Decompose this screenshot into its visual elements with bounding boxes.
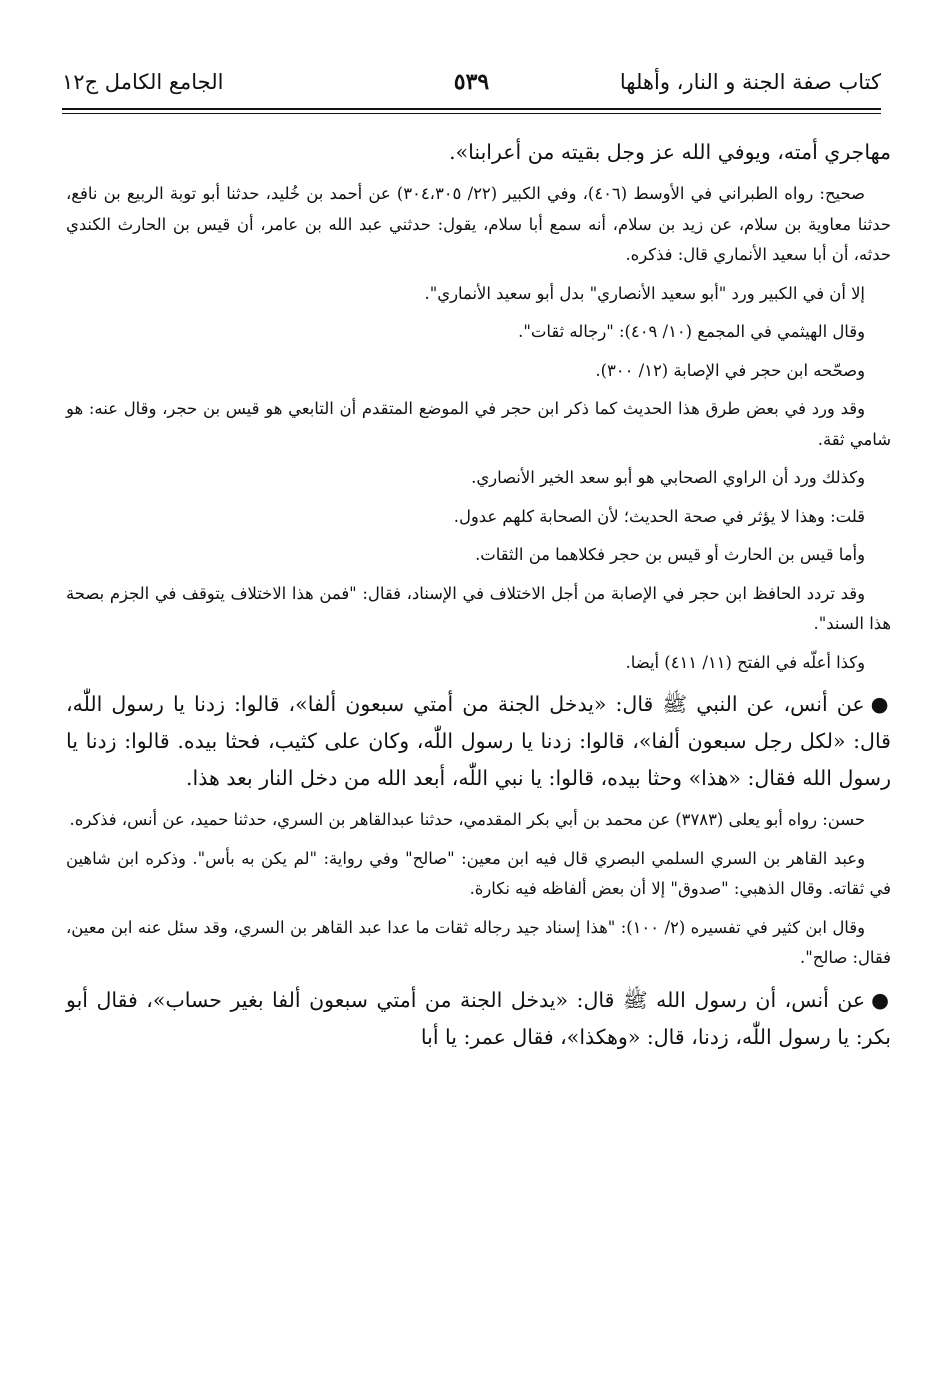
takhrij-note: صحيح: رواه الطبراني في الأوسط (٤٠٦)، وفي الكبير (٢٢/ ٣٠٤،٣٠٥) عن أحمد بن خُليد، حدثنا أبو توبة الربيع بن نافع، حدثنا معاوية بن سلام، عن زيد بن سلام، أنه سمع أبا سلام، يقول: حدثني عبد الله بن عامر، أن قيس بن الحارث الكندي حدثه، أن أبا سعيد الأنماري قال: فذكره. [66, 184, 891, 264]
bullet-icon: ● [871, 987, 892, 1012]
header-book-title: الجامع الكامل ج١٢ [62, 70, 224, 94]
takhrij-note: قلت: وهذا لا يؤثر في صحة الحديث؛ لأن الصحابة كلهم عدول. [453, 506, 865, 526]
takhrij-note: وقال ابن كثير في تفسيره (٢/ ١٠٠): "هذا إسناد جيد رجاله ثقات ما عدا عبد القاهر بن السري، وقد سئل عنه ابن معين، فقال: صالح". [66, 917, 891, 967]
takhrij-note: حسن: رواه أبو يعلى (٣٧٨٣) عن محمد بن أبي بكر المقدمي، حدثنا عبدالقاهر بن السري، حدثنا حميد، عن أنس، فذكره. [69, 810, 865, 829]
takhrij-note: وقد تردد الحافظ ابن حجر في الإصابة من أجل الاختلاف في الإسناد، فقال: "فمن هذا الاختلاف يتوقف في الجزم بصحة هذا السند". [66, 583, 891, 633]
takhrij-note: إلا أن في الكبير ورد "أبو سعيد الأنصاري" بدل أبو سعيد الأنماري". [424, 283, 865, 303]
takhrij-note: وقد ورد في بعض طرق هذا الحديث كما ذكر ابن حجر في الموضع المتقدم أن التابعي هو قيس بن حجر، وقال عنه: هو شامي ثقة. [66, 399, 891, 449]
takhrij-note: وصحّحه ابن حجر في الإصابة (١٢/ ٣٠٠). [595, 360, 865, 380]
bullet-icon: ● [870, 692, 891, 716]
takhrij-note: وكذا أعلّه في الفتح (١١/ ٤١١) أيضا. [625, 652, 865, 672]
running-header [62, 60, 881, 104]
header-rule-thin [62, 113, 881, 114]
header-rule-thick [62, 108, 881, 110]
takhrij-note: وقال الهيثمي في المجمع (١٠/ ٤٠٩): "رجاله ثقات". [518, 322, 865, 341]
hadith-continuation: مهاجري أمته، ويوفي الله عز وجل بقيته من أعرابنا». [449, 140, 891, 164]
takhrij-note: وكذلك ورد أن الراوي الصحابي هو أبو سعد الخير الأنصاري. [471, 468, 865, 487]
hadith-text: ●عن أنس، عن النبي ﷺ قال: «يدخل الجنة من أمتي سبعون ألفا»، قالوا: زدنا يا رسول اللّٰه، قال: «لكل رجل سبعون ألفا»، قالوا: زدنا يا رسول اللّٰه، وكان على كثيب، فحثا بيده. قالوا: زدنا يا رسول الله فقال: «هذا» وحثا بيده، قالوا: يا نبي اللّٰه، أبعد الله من دخل النار بعد هذا. [66, 692, 891, 790]
hadith-text: ●عن أنس، أن رسول الله ﷺ قال: «يدخل الجنة من أمتي سبعون ألفا بغير حساب»، فقال أبو بكر: يا رسول اللّٰه، زدنا، قال: «وهكذا»، فقال عمر: يا أبا [66, 987, 892, 1049]
page-number: ٥٣٩ [453, 69, 490, 95]
header-book-section: كتاب صفة الجنة و النار، وأهلها [619, 70, 881, 94]
takhrij-note: وعبد القاهر بن السري السلمي البصري قال فيه ابن معين: "صالح" وفي رواية: "لم يكن به بأس". وذكره ابن شاهين في ثقاته. وقال الذهبي: "صدوق" إلا أن بعض ألفاظه فيه نكارة. [66, 848, 891, 898]
takhrij-note: وأما قيس بن الحارث أو قيس بن حجر فكلاهما من الثقات. [475, 545, 865, 564]
page-body [66, 134, 891, 1064]
